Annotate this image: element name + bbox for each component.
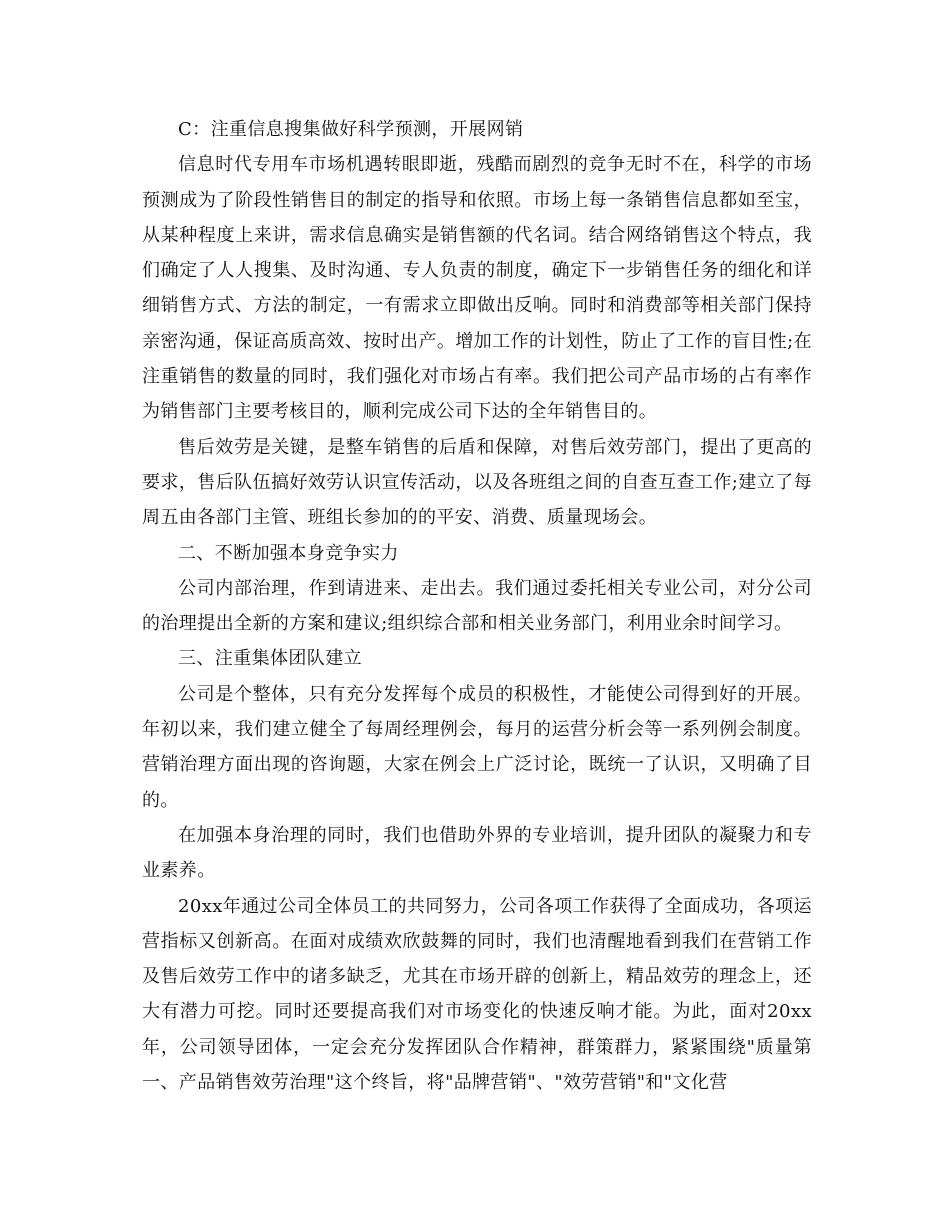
document-body bbox=[142, 112, 812, 1100]
paragraph-summary: 20xx年通过公司全体员工的共同努力，公司各项工作获得了全面成功，各项运营指标又创新高。在面对成绩欢欣鼓舞的同时，我们也清醒地看到我们在营销工作及售后效劳工作中的诸多缺乏，尤其在市场开辟的创新上，精品效劳的理念上，还大有潜力可挖。同时还要提高我们对市场变化的快速反响才能。为此，面对20xx年，公司领导团体，一定会充分发挥团队合作精神，群策群力，紧紧围绕"质量第一、产品销售效劳治理"这个终旨，将"品牌营销"、"效劳营销"和"文化营 bbox=[142, 895, 812, 1094]
section-heading-c: C：注重信息搜集做好科学预测，开展网销 bbox=[178, 119, 524, 140]
section-heading-2: 二、不断加强本身竞争实力 bbox=[178, 542, 399, 564]
paragraph-market-forecast: 信息时代专用车市场机遇转眼即逝，残酷而剧烈的竞争无时不在，科学的市场预测成为了阶段性销售目的制定的指导和依照。市场上每一条销售信息都如至宝，从某种程度上来讲，需求信息确实是销售额的代名词。结合网络销售这个特点，我们确定了人人搜集、及时沟通、专人负责的制度，确定下一步销售任务的细化和详细销售方式、方法的制定，一有需求立即做出反响。同时和消费部等相关部门保持亲密沟通，保证高质高效、按时出产。增加工作的计划性，防止了工作的盲目性;在注重销售的数量的同时，我们强化对市场占有率。我们把公司产品市场的占有率作为销售部门主要考核目的，顺利完成公司下达的全年销售目的。 bbox=[142, 154, 812, 423]
section-heading-3: 三、注重集体团队建立 bbox=[178, 648, 362, 670]
paragraph-training: 在加强本身治理的同时，我们也借助外界的专业培训，提升团队的凝聚力和专业素养。 bbox=[142, 824, 812, 882]
paragraph-internal-management: 公司内部治理，作到请进来、走出去。我们通过委托相关专业公司，对分公司的治理提出全新的方案和建议;组织综合部和相关业务部门，利用业余时间学习。 bbox=[142, 577, 812, 635]
paragraph-team-building: 公司是个整体，只有充分发挥每个成员的积极性，才能使公司得到好的开展。年初以来，我们建立健全了每周经理例会，每月的运营分析会等一系列例会制度。营销治理方面出现的咨询题，大家在例会上广泛讨论，既统一了认识，又明确了目的。 bbox=[142, 683, 812, 811]
paragraph-after-sales: 售后效劳是关键，是整车销售的后盾和保障，对售后效劳部门，提出了更高的要求，售后队伍搞好效劳认识宣传活动，以及各班组之间的自查互查工作;建立了每周五由各部门主管、班组长参加的的平安、消费、质量现场会。 bbox=[142, 436, 812, 529]
